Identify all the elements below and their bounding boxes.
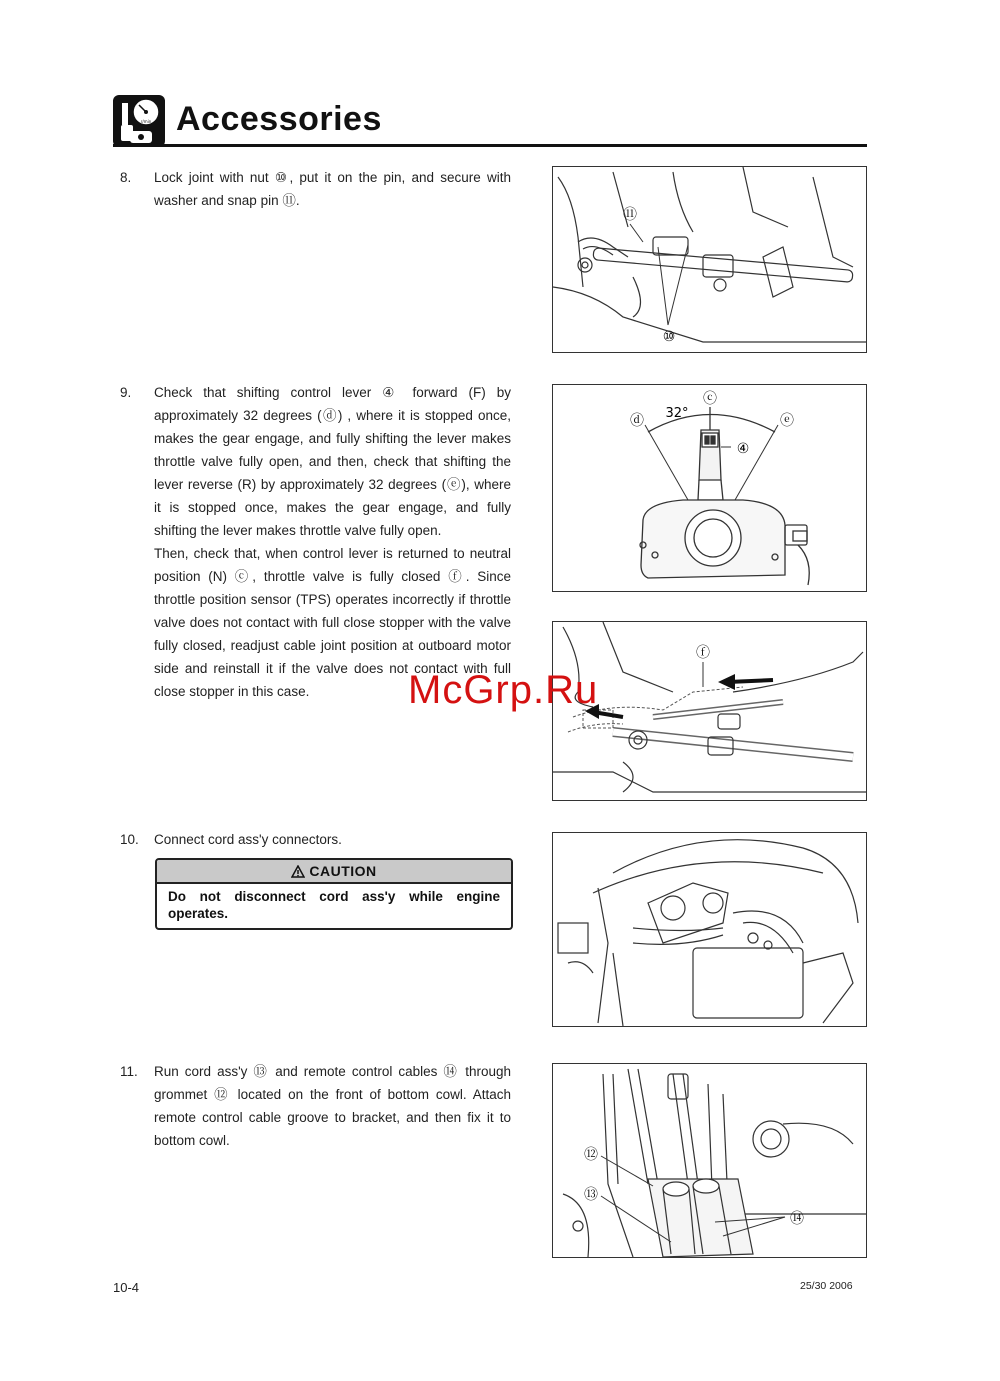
step-9 [120,381,511,701]
model-year: 25/30 2006 [800,1280,853,1292]
step-text-continued: Then, check that, when control lever is returned to neutral position (N) ⓒ, throttle valve is fully closed ⓕ. Since throttle position sensor (TPS) operates incorrectly if throttle valve does not contact with full close stopper with the valve fully closed, readjust cable joint position at outboard motor side and reinstall it if the valve does not contact with full close stopper in this case. [154,546,511,699]
callout-nut: ⑩ [662,329,676,345]
page-number: 10-4 [113,1280,140,1295]
callout-lever: ④ [736,441,750,457]
page-title: Accessories [176,100,382,138]
figure-lock-joint [552,166,867,353]
caution-header [157,860,511,884]
step-text: Connect cord ass'y connectors. [154,832,342,847]
step-text: Lock joint with nut ⑩, put it on the pin, and secure with washer and snap pin ⑪. [154,170,511,208]
grommet-illustration [553,1064,866,1257]
callout-forward: ⓓ [630,413,644,429]
figure-connectors [552,832,867,1027]
angle-label: 32° [665,406,689,421]
step-number: 10. [120,832,139,847]
callout-fully-closed: ⓕ [696,645,710,661]
watermark: McGrp.Ru [408,668,599,712]
lock-joint-illustration [553,167,866,352]
step-text: Check that shifting control lever ④ forward (F) by approximately 32 degrees (ⓓ) , where it is stopped once, makes the gear engage, and fully shifting the lever makes throttle valve fully open, and then, check that shifting the lever reverse (R) by approximately 32 degrees (ⓔ), where it is stopped once, makes the gear engage, and fully shifting the lever makes throttle valve fully open. [154,385,511,538]
step-10 [120,828,511,853]
figure-control-lever [552,384,867,592]
callout-cord-assy: ⑬ [584,1187,598,1203]
header-divider [113,144,867,147]
callout-remote-cables: ⑭ [790,1211,804,1227]
step-number: 11. [120,1064,138,1079]
callout-grommet: ⑫ [584,1147,598,1163]
callout-snap-pin: ⑪ [623,207,637,223]
caution-text: Do not disconnect cord ass'y while engine operates. [168,889,500,921]
svg-text:r/min: r/min [140,119,152,124]
throttle-illustration [553,622,866,800]
caution-box [155,858,513,930]
step-text: Run cord ass'y ⑬ and remote control cables ⑭ through grommet ⑫ located on the front of bottom cowl. Attach remote control cable groove to bracket, and then fix it to bottom cowl. [154,1064,511,1148]
figure-grommet [552,1063,867,1258]
step-8 [120,166,511,216]
step-number: 9. [120,385,132,400]
step-number: 8. [120,170,132,185]
step-11 [120,1060,511,1155]
warning-icon [291,865,305,878]
callout-reverse: ⓔ [780,413,794,429]
control-lever-illustration [553,385,866,591]
figure-throttle [552,621,867,801]
caution-label: CAUTION [309,863,377,879]
callout-neutral: ⓒ [703,391,717,407]
tachometer-icon [113,95,165,147]
connectors-illustration [553,833,866,1026]
